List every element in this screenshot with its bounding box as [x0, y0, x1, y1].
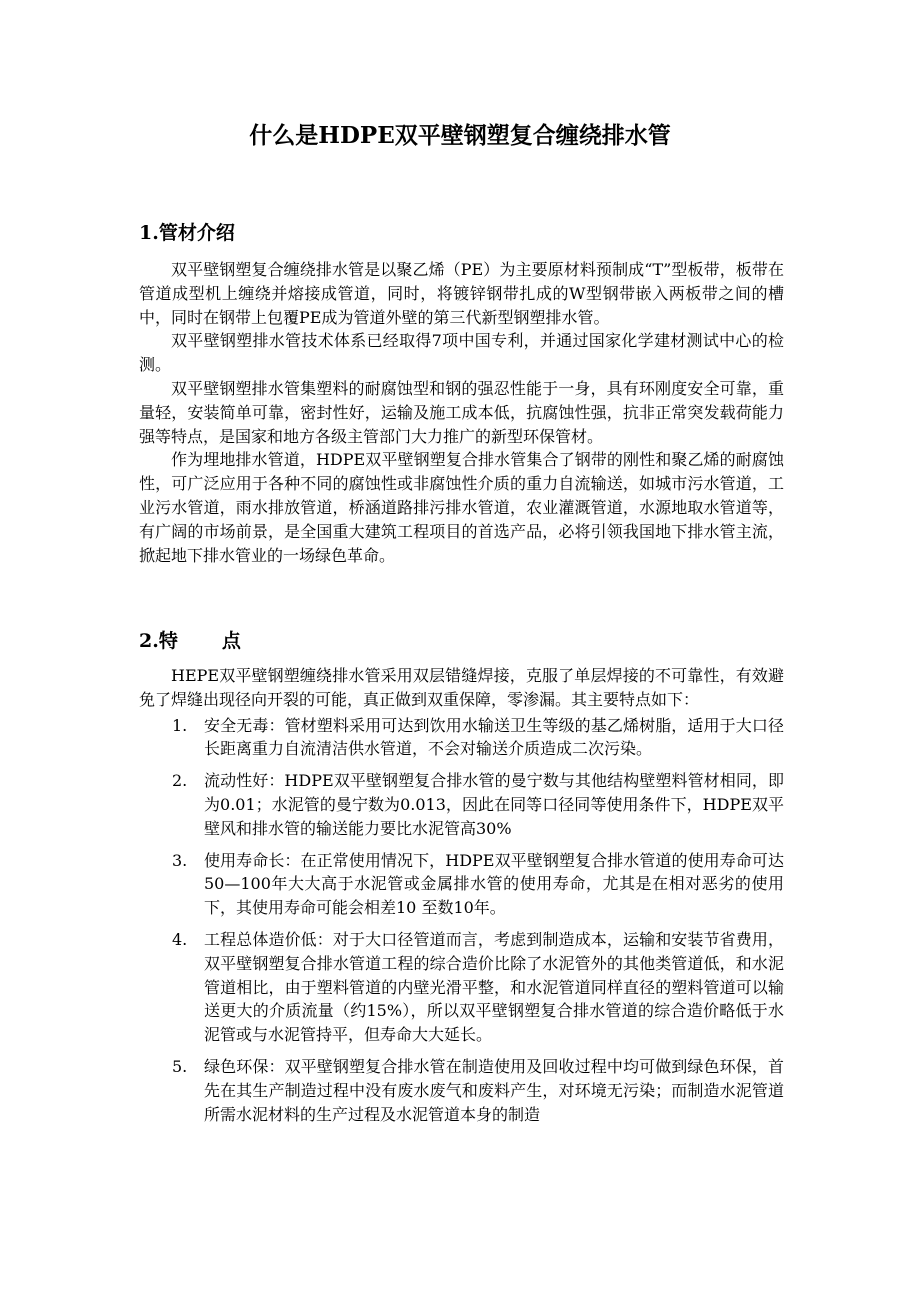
feature-item-lifespan — [139, 849, 784, 920]
feature-item-eco — [139, 1055, 784, 1126]
list-item-text: 工程总体造价低：对于大口径管道而言，考虑到制造成本，运输和安装节省费用，双平壁钢塑复合排水管道工程的综合造价比除了水泥管外的其他类管道低，和水泥管道相比，由于塑料管道的内壁光滑平整，和水泥管道同样直径的塑料管道可以输送更大的介质流量（约15%），所以双平壁钢塑复合排水管道的综合造价略低于水泥管或与水泥管持平，但寿命大大延长。 — [204, 929, 784, 1045]
section-heading-features — [139, 626, 241, 656]
list-item-text: 安全无毒：管材塑料采用可达到饮用水输送卫生等级的基乙烯树脂，适用于大口径长距离重力自流清洁供水管道，不会对输送介质造成二次污染。 — [204, 715, 784, 759]
features-heading-text: 点 — [221, 630, 241, 652]
intro-paragraph-1: 双平壁钢塑复合缠绕排水管是以聚乙烯（PE）为主要原材料预制成“T”型板带，板带在管道成型机上缠绕并熔接成管道，同时，将镀锌钢带扎成的W型钢带嵌入两板带之间的槽中，同时在钢带上包覆PE成为管道外壁的第三代新型钢塑排水管。 — [139, 260, 784, 327]
section-heading-introduction: 1.管材介绍 — [139, 222, 235, 244]
features-list — [139, 714, 784, 1127]
section-introduction — [139, 258, 784, 567]
intro-paragraph-2: 双平壁钢塑排水管技术体系已经取得7项中国专利，并通过国家化学建材测试中心的检测。 — [139, 331, 784, 375]
features-heading-number: 2.特 — [139, 630, 178, 652]
section-features — [139, 664, 784, 1126]
intro-paragraph-3: 双平壁钢塑排水管集塑料的耐腐蚀型和钢的强忍性能于一身，具有环刚度安全可靠，重量轻，安装简单可靠，密封性好，运输及施工成本低，抗腐蚀性强，抗非正常突发载荷能力强等特点，是国家和地方各级主管部门大力推广的新型环保管材。 — [139, 378, 784, 446]
list-item-text: 绿色环保：双平壁钢塑复合排水管在制造使用及回收过程中均可做到绿色环保，首先在其生产制造过程中没有废水废气和废料产生，对环境无污染；而制造水泥管道所需水泥材料的生产过程及水泥管道本身的制造 — [204, 1056, 784, 1124]
list-number: 3. — [172, 850, 188, 870]
list-number: 4. — [172, 929, 188, 949]
intro-paragraph-4: 作为埋地排水管道，HDPE双平壁钢塑复合排水管集合了钢带的刚性和聚乙烯的耐腐蚀性，可广泛应用于各种不同的腐蚀性或非腐蚀性介质的重力自流输送，如城市污水管道，工业污水管道，雨水排放管道，桥涵道路排污排水管道，农业灌溉管道，水源地取水管道等，有广阔的市场前景，是全国重大建筑工程项目的首选产品，必将引领我国地下排水管主流，掀起地下排水管业的一场绿色革命。 — [139, 450, 784, 565]
features-intro-paragraph: HEPE双平壁钢塑缠绕排水管采用双层错缝焊接，克服了单层焊接的不可靠性，有效避免了焊缝出现径向开裂的可能，真正做到双重保障，零渗漏。其主要特点如下： — [139, 666, 784, 709]
document-title: 什么是HDPE双平壁钢塑复合缠绕排水管 — [249, 122, 671, 149]
feature-item-cost — [139, 928, 784, 1047]
list-item-text: 使用寿命长：在正常使用情况下，HDPE双平壁钢塑复合排水管道的使用寿命可达50—100年大大高于水泥管或金属排水管的使用寿命，尤其是在相对恶劣的使用 下，其使用寿命可能会相差10 至数10年。 — [204, 850, 784, 918]
feature-item-safety — [139, 714, 784, 762]
list-item-text: 流动性好：HDPE双平壁钢塑复合排水管的曼宁数与其他结构壁塑料管材相同，即为0.01；水泥管的曼宁数为0.013，因此在同等口径同等使用条件下，HDPE双平壁风和排水管的输送能力要比水泥管高30% — [204, 771, 784, 838]
list-number: 2. — [172, 771, 188, 791]
list-number: 5. — [172, 1056, 188, 1076]
list-number: 1. — [172, 715, 188, 735]
feature-item-flow — [139, 769, 784, 840]
